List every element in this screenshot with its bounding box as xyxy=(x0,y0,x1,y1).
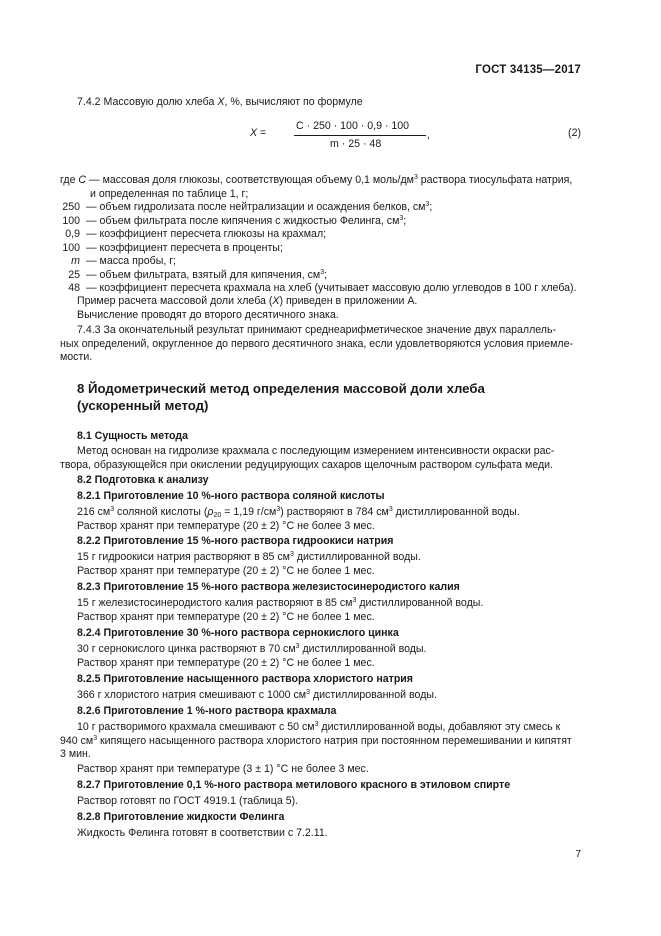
paragraph-8-2-5: 366 г хлористого натрия смешивают с 1000 $см^3$ дистиллированной воды. xyxy=(77,689,437,701)
heading-8-2-6: 8.2.6 Приготовление 1 %-ного раствора крахмала xyxy=(77,705,337,717)
fraction-line xyxy=(294,135,426,136)
heading-8-2-7: 8.2.7 Приготовление 0,1 %-ного раствора метилового красного в этиловом спирте xyxy=(77,779,511,791)
formula-comma: , xyxy=(427,129,430,141)
heading-8-2-5: 8.2.5 Приготовление насыщенного раствора хлористого натрия xyxy=(77,673,413,685)
paragraph-8-1-line2: твора, образующейся при окислении редуцирующих сахаров щелочным раствором сульфата меди. xyxy=(60,458,553,471)
heading-8-2-3: 8.2.3 Приготовление 15 %-ного раствора железистосинеродистого калия xyxy=(77,581,460,593)
formula-2: X = C · 250 · 100 · 0,9 · 100 m · 25 · 48 , xyxy=(250,120,430,150)
paragraph-7-4-3-line1: 7.4.3 За окончательный результат принимают среднеарифметическое значение двух параллель- xyxy=(77,324,557,336)
page-number: 7 xyxy=(575,849,581,860)
formula-number: (2) xyxy=(568,127,581,139)
paragraph-8-2-1: 216 $см^3$ соляной кислоты ($\rho_{20} = 1,19$ $г/см^3$) растворяют в 784 $см^3$ дистиллированной воды. xyxy=(77,506,520,519)
paragraph-7-4-3-line2: ных определений, округленное до первого десятичного знака, если удовлетворяются условия приемле- xyxy=(60,337,573,350)
heading-8-2-8: 8.2.8 Приготовление жидкости Фелинга xyxy=(77,811,285,823)
heading-8-2-1: 8.2.1 Приготовление 10 %-ного раствора соляной кислоты xyxy=(77,490,385,502)
heading-8-2-4: 8.2.4 Приготовление 30 %-ного раствора сернокислого цинка xyxy=(77,627,399,639)
storage-8-2-6: Раствор хранят при температуре (3 ± 1) °С не более 3 мес. xyxy=(77,763,369,775)
formula-numerator: C · 250 · 100 · 0,9 · 100 xyxy=(296,120,410,132)
formula-lhs: X xyxy=(250,127,258,139)
rounding-note: Вычисление проводят до второго десятичного знака. xyxy=(77,308,339,321)
legend-item: где C — массовая доля глюкозы, соответствующая объему 0,1 моль/$дм^3$ раствора тиосульфата натрия, xyxy=(60,174,573,186)
paragraph-8-2-6-line1: 10 г растворимого крахмала смешивают с 50 $см^3$ дистиллированной воды, добавляют эту смесь к xyxy=(77,721,561,733)
legend-item: и определенная по таблице 1, г; xyxy=(90,187,249,200)
heading-8-2: 8.2 Подготовка к анализу xyxy=(77,474,209,486)
heading-8-2-2: 8.2.2 Приготовление 15 %-ного раствора гидроокиси натрия xyxy=(77,535,394,547)
paragraph-8-2-6-line3: 3 мин. xyxy=(60,748,91,760)
paragraph-8-2-8: Жидкость Фелинга готовят в соответствии с 7.2.11. xyxy=(77,827,328,839)
storage-8-2-4: Раствор хранят при температуре (20 ± 2) °С не более 1 мес. xyxy=(77,656,375,669)
document-page: ГОСТ 34135—2017 7.4.2 Массовую долю хлеба X, %, вычисляют по формуле X = C · 250 · 100 · 0,9 · 100 m · 25 · 48 , (2) где C — массовая доля глюкозы, соответствующая объему 0,1 моль/$дм^3$ раствора тиосульфата натрия, и определенная по таблице 1, г; 250 — объем гидролизата после нейтрализации и осаждения белков, $см^3$; 100 — объем фильтрата после кипячения с жидкостью Фелинга, $см^3$; 0,9 — коэффициент пересчета глюкозы на крахмал; 100 — коэффициент пересчета в проценты; m — масса пробы, г; 25 — объем фильтрата, взятый для кипячения, $см^3$; 48 — коэффициент пересчета крахмала на хлеб (учитывает массовую долю углеводов в 100 г хлеба). Пример расчета массовой доли хлеба (X) приведен в приложении А. Вычисление проводят до второго десятичного знака. 7.4.3 За окончательный результат принимают среднеарифметическое значение двух параллель- ных определений, округленное до первого десятичного знака, если удовлетворяются условия приемле- мости. 8 Йодометрический метод определения массовой доли хлеба (ускоренный метод) 8.1 Сущность метода Метод основан на гидролизе крахмала с последующим измерением интенсивности окраски рас- твора, образующейся при окислении редуцирующих сахаров щелочным раствором сульфата меди. 8.2 Подготовка к анализу 8.2.1 Приготовление 10 %-ного раствора соляной кислоты 216 $см^3$ соляной кислоты ($\rho_{20} = 1,19$ $г/см^3$) растворяют в 784 $см^3$ дистиллированной воды. Раствор хранят при температуре (20 ± 2) °С не более 3 мес. 8.2.2 Приготовление 15 %-ного раствора гидроокиси натрия 15 г гидроокиси натрия растворяют в 85 $см^3$ дистиллированной воды. Раствор хранят при температуре (20 ± 2) °С не более 1 мес. 8.2.3 Приготовление 15 %-ного раствора железистосинеродистого калия 15 г железистосинеродистого калия растворяют в 85 $см^3$ дистиллированной воды. Раствор хранят при температуре (20 ± 2) °С не более 1 мес. 8.2.4 Приготовление 30 %-ного раствора сернокислого цинка 30 г сернокислого цинка растворяют в 70 $см^3$ дистиллированной воды. Раствор хранят при температуре (20 ± 2) °С не более 1 мес. 8.2.5 Приготовление насыщенного раствора хлористого натрия 366 г хлористого натрия смешивают с 1000 $см^3$ дистиллированной воды. 8.2.6 Приготовление 1 %-ного раствора крахмала 10 г растворимого крахмала смешивают с 50 $см^3$ дистиллированной воды, добавляют эту смесь к 940 $см^3$ кипящего насыщенного раствора хлористого натрия при постоянном перемешивании и кипятят 3 мин. Раствор хранят при температуре (3 ± 1) °С не более 3 мес. 8.2.7 Приготовление 0,1 %-ного раствора метилового красного в этиловом спирте Раствор готовят по ГОСТ 4919.1 (таблица 5). 8.2.8 Приготовление жидкости Фелинга Жидкость Фелинга готовят в соответствии с 7.2.11. 7 xyxy=(0,0,661,936)
section-8-title: 8 Йодометрический метод определения массовой доли хлеба xyxy=(77,381,485,396)
formula-denominator: m · 25 · 48 xyxy=(330,138,382,150)
paragraph-8-1-line1: Метод основан на гидролизе крахмала с последующим измерением интенсивности окраски рас- xyxy=(77,445,555,457)
heading-8-1: 8.1 Сущность метода xyxy=(77,430,189,442)
paragraph-8-2-3: 15 г железистосинеродистого калия растворяют в 85 $см^3$ дистиллированной воды. xyxy=(77,597,484,609)
paragraph-8-2-4: 30 г сернокислого цинка растворяют в 70 $см^3$ дистиллированной воды. xyxy=(77,643,427,655)
paragraph-8-2-2: 15 г гидроокиси натрия растворяют в 85 $см^3$ дистиллированной воды. xyxy=(77,551,421,563)
section-8-title-cont: (ускоренный метод) xyxy=(77,398,209,413)
paragraph-7-4-3-line3: мости. xyxy=(60,351,93,363)
paragraph-7-4-2: 7.4.2 Массовую долю хлеба X, %, вычисляют по формуле xyxy=(77,96,363,108)
storage-8-2-1: Раствор хранят при температуре (20 ± 2) °С не более 3 мес. xyxy=(77,519,375,532)
paragraph-8-2-6-line2: 940 $см^3$ кипящего насыщенного раствора хлористого натрия при постоянном перемешивании и кипятят xyxy=(60,734,572,747)
example-reference: Пример расчета массовой доли хлеба (X) приведен в приложении А. xyxy=(77,295,418,307)
standard-number: ГОСТ 34135—2017 xyxy=(475,64,581,76)
paragraph-8-2-7: Раствор готовят по ГОСТ 4919.1 (таблица 5). xyxy=(77,795,299,807)
storage-8-2-3: Раствор хранят при температуре (20 ± 2) °С не более 1 мес. xyxy=(77,610,375,623)
storage-8-2-2: Раствор хранят при температуре (20 ± 2) °С не более 1 мес. xyxy=(77,564,375,577)
